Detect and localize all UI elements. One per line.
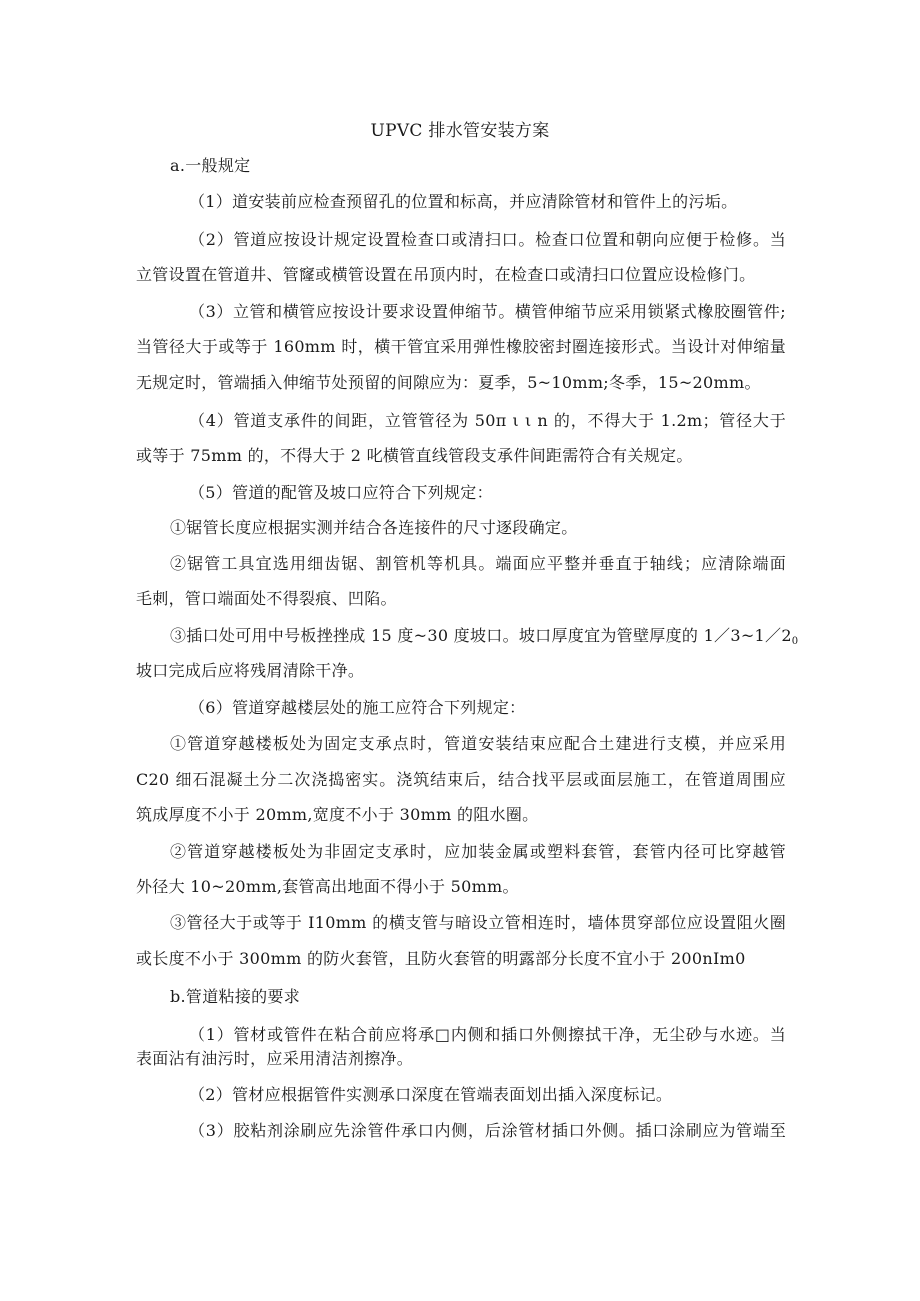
paragraph-4-line-2: 或等于 75mm 的，不得大于 2 叱横管直线管段支承件间距需符合有关规定。 (136, 446, 693, 465)
paragraph-2-line-1: （2）管道应按设计规定设置检查口或清扫口。检查口位置和朝向应便于检修。当 (189, 230, 786, 249)
paragraph-5-item-3-text: ③插口处可用中号板挫挫成 15 度~30 度坡口。坡口厚度宜为管壁厚度的 1／3~1／2 (170, 626, 792, 645)
paragraph-6: （6）管道穿越楼层处的施工应符合下列规定： (189, 698, 526, 717)
subscript-mark: 0 (791, 636, 799, 647)
paragraph-5-item-1: ①锯管长度应根据实测并结合各连接件的尺寸逐段确定。 (170, 518, 578, 537)
document-title: UPVC 排水管安装方案 (370, 121, 550, 141)
paragraph-6-item-1-line-3: 筑成厚度不小于 20mm,宽度不小于 30mm 的阻水圈。 (136, 805, 539, 824)
paragraph-5-item-3-line-2: 坡口完成后应将残屑清除干净。 (136, 661, 365, 680)
paragraph-6-item-2-line-1: ②管道穿越楼板处为非固定支承时，应加装金属或塑料套管，套管内径可比穿越管 (170, 842, 786, 861)
paragraph-6-item-1-line-1: ①管道穿越楼板处为固定支承点时，管道安装结束应配合土建进行支模，并应采用 (170, 734, 786, 753)
paragraph-2-line-2: 立管设置在管道井、管窿或横管设置在吊顶内时，在检查口或清扫口位置应设检修门。 (136, 265, 756, 284)
paragraph-1: （1）道安装前应检查预留孔的位置和标高，并应清除管材和管件上的污垢。 (189, 192, 738, 211)
paragraph-5: （5）管道的配管及坡口应符合下列规定： (189, 483, 493, 502)
paragraph-5-item-2-line-2: 毛刺，管口端面处不得裂痕、凹陷。 (136, 589, 397, 608)
section-b-heading: b.管道粘接的要求 (170, 987, 301, 1006)
paragraph-3-line-2: 当管径大于或等于 160mm 时，横干管宜采用弹性橡胶密封圈连接形式。当设计对伸缩量 (136, 337, 786, 356)
paragraph-4-line-1: （4）管道支承件的间距，立管管径为 50π ι ι n 的，不得大于 1.2m；管径大于 (189, 411, 786, 430)
paragraph-6-item-3-line-2: 或长度不小于 300mm 的防火套管，且防火套管的明露部分长度不宜小于 200nIm0 (136, 949, 746, 968)
paragraph-6-item-2-line-2: 外径大 10~20mm,套管高出地面不得小于 50mm。 (136, 877, 519, 896)
paragraph-5-item-2-line-1: ②锯管工具宜选用细齿锯、割管机等机具。端面应平整并垂直于轴线；应清除端面 (170, 554, 786, 573)
paragraph-5-item-3-line-1 (170, 625, 798, 653)
paragraph-b1-line-2: 表面沾有油污时，应采用清洁剂擦净。 (136, 1049, 414, 1068)
section-a-heading: a.一般规定 (170, 156, 251, 175)
paragraph-b2: （2）管材应根据管件实测承口深度在管端表面划出插入深度标记。 (189, 1085, 673, 1104)
paragraph-6-item-3-line-1: ③管径大于或等于 I10mm 的横支管与暗设立管相连时，墙体贯穿部位应设置阻火圈 (170, 913, 786, 932)
paragraph-6-item-1-line-2: C20 细石混凝土分二次浇捣密实。浇筑结束后，结合找平层或面层施工，在管道周围应 (136, 770, 786, 789)
paragraph-3-line-1: （3）立管和横管应按设计要求设置伸缩节。横管伸缩节应采用锁紧式橡胶圈管件; (189, 302, 786, 321)
paragraph-b3-line-1: （3）胶粘剂涂刷应先涂管件承口内侧，后涂管材插口外侧。插口涂刷应为管端至 (189, 1121, 786, 1140)
paragraph-b1-line-1: （1）管材或管件在粘合前应将承□内侧和插口外侧擦拭干净，无尘砂与水迹。当 (189, 1025, 786, 1044)
paragraph-3-line-3: 无规定时，管端插入伸缩节处预留的间隙应为：夏季，5~10mm;冬季，15~20mm。 (136, 373, 761, 392)
